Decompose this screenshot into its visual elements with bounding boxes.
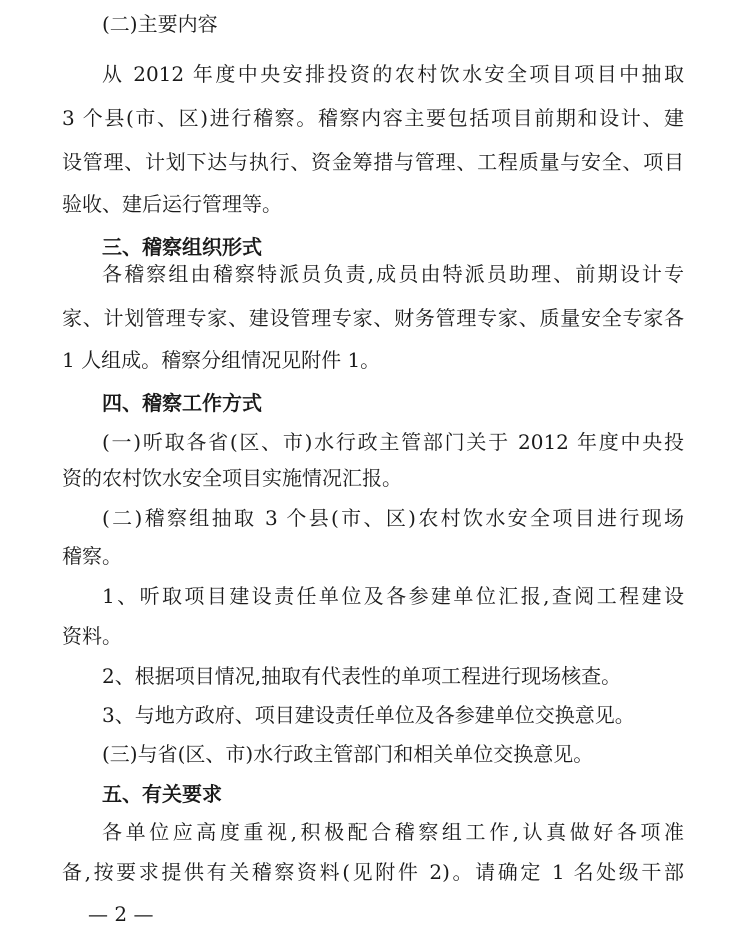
page-number: — 2 — (88, 902, 154, 926)
paragraph-line: 验收、建后运行管理等。 (62, 192, 282, 216)
paragraph-line: (二)稽察组抽取 3 个县(市、区)农村饮水安全项目进行现场 (102, 506, 684, 530)
paragraph-line: 2、根据项目情况,抽取有代表性的单项工程进行现场核查。 (102, 664, 622, 688)
section-heading-organization: 三、稽察组织形式 (102, 235, 262, 259)
paragraph-line: 资的农村饮水安全项目实施情况汇报。 (62, 466, 402, 490)
paragraph-line: 设管理、计划下达与执行、资金筹措与管理、工程质量与安全、项目 (62, 150, 684, 174)
subsection-title-main-content: (二)主要内容 (102, 12, 218, 36)
paragraph-line: 稽察。 (62, 544, 122, 568)
paragraph-line: 1 人组成。稽察分组情况见附件 1。 (62, 348, 381, 372)
paragraph-line: (一)听取各省(区、市)水行政主管部门关于 2012 年度中央投 (102, 430, 684, 454)
paragraph-line: (三)与省(区、市)水行政主管部门和相关单位交换意见。 (102, 742, 594, 766)
paragraph-line: 3 个县(市、区)进行稽察。稽察内容主要包括项目前期和设计、建 (62, 106, 684, 130)
paragraph-line: 从 2012 年度中央安排投资的农村饮水安全项目项目中抽取 (102, 62, 684, 86)
paragraph-line: 各稽察组由稽察特派员负责,成员由特派员助理、前期设计专 (102, 262, 684, 286)
section-heading-working-method: 四、稽察工作方式 (102, 391, 262, 415)
paragraph-line: 1、听取项目建设责任单位及各参建单位汇报,查阅工程建设 (102, 584, 684, 608)
paragraph-line: 资料。 (62, 624, 122, 648)
paragraph-line: 备,按要求提供有关稽察资料(见附件 2)。请确定 1 名处级干部 (62, 860, 684, 884)
paragraph-line: 家、计划管理专家、建设管理专家、财务管理专家、质量安全专家各 (62, 306, 684, 330)
section-heading-requirements: 五、有关要求 (102, 782, 222, 806)
paragraph-line: 3、与地方政府、项目建设责任单位及各参建单位交换意见。 (102, 703, 635, 727)
paragraph-line: 各单位应高度重视,积极配合稽察组工作,认真做好各项准 (102, 820, 684, 844)
